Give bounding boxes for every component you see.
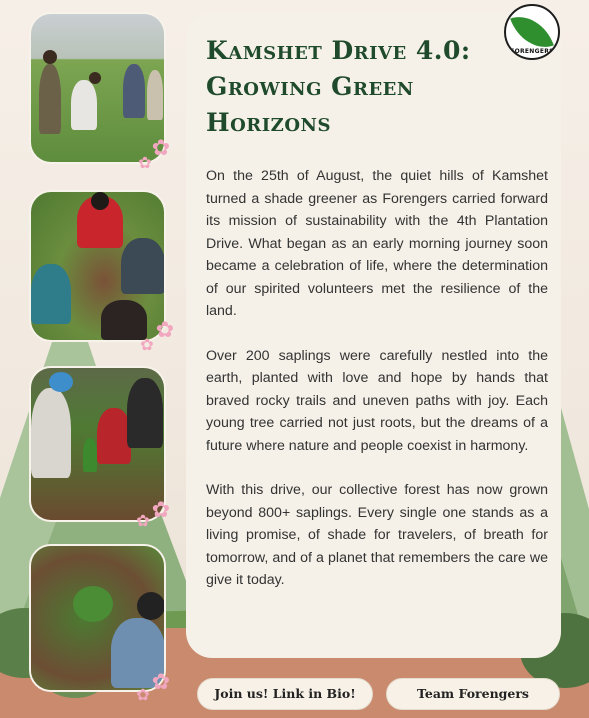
photo-volunteers-digging xyxy=(29,12,166,164)
team-forengers-button[interactable]: Team Forengers xyxy=(386,678,560,710)
person-figure xyxy=(31,388,71,478)
person-figure xyxy=(39,64,61,134)
person-figure xyxy=(97,408,131,464)
person-figure xyxy=(121,238,165,294)
photo-volunteers-planting xyxy=(29,190,166,342)
person-head xyxy=(91,192,109,210)
flower-icon: ✿ xyxy=(151,136,171,161)
paragraph: On the 25th of August, the quiet hills of Kamshet turned a shade greener as Forengers carried forward its mission of sustainability with the 4th Plantation Drive. What began as an early morning journey soon became a celebration of life, where the determination of our spirited volunteers met the resilience of the land. xyxy=(206,168,548,319)
person-figure xyxy=(127,378,163,448)
title-line: Growing Green xyxy=(206,72,414,101)
sapling xyxy=(83,438,97,472)
flower-icon: ✿ xyxy=(136,511,150,530)
join-us-button[interactable]: Join us! Link in Bio! xyxy=(197,678,373,710)
person-head xyxy=(89,72,101,84)
person-head xyxy=(43,50,57,64)
title-line: Kamshet Drive 4.0: xyxy=(206,36,471,65)
person-figure xyxy=(123,64,145,118)
flower-icon: ✿ xyxy=(151,498,171,523)
forengers-logo xyxy=(504,4,560,60)
flower-icon: ✿ xyxy=(151,670,171,695)
sapling xyxy=(73,586,113,622)
person-figure xyxy=(147,70,163,120)
person-figure xyxy=(71,80,97,130)
post-title xyxy=(206,33,506,141)
flower-icon: ✿ xyxy=(138,153,152,172)
cap-head xyxy=(49,372,73,392)
title-line: Horizons xyxy=(206,108,331,137)
flower-icon: ✿ xyxy=(136,685,150,704)
paragraph: With this drive, our collective forest has now grown beyond 800+ saplings. Every single one stands as a living promise, of shade for travelers, of breath for tomorrow, and of a planet that remembers the care we give it today. xyxy=(206,482,548,588)
person-figure xyxy=(31,264,71,324)
logo-text: FORENGERS xyxy=(510,48,554,55)
flower-icon: ✿ xyxy=(155,318,175,343)
photo-sapling-closeup xyxy=(29,544,166,692)
flower-icon: ✿ xyxy=(140,335,154,354)
photo-volunteers-group xyxy=(29,366,166,522)
person-head xyxy=(137,592,165,620)
paragraph: Over 200 saplings were carefully nestled into the earth, planted with love and hope by hands that braved rocky trails and uneven paths with joy. Each young tree carried not just roots, but the dreams of a future where nature and people coexist in harmony. xyxy=(206,347,548,454)
post-body xyxy=(206,165,548,614)
